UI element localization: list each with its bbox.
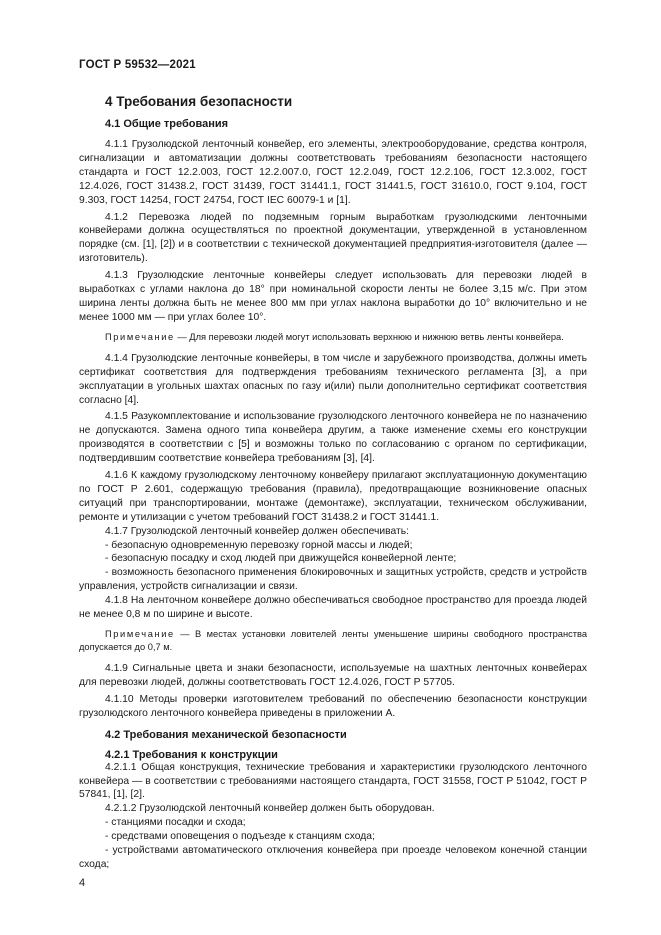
paragraph-4-1-2: 4.1.2 Перевозка людей по подземным горным выработкам грузолюдскими ленточными конвейерами должна осуществляться по проектной документации, утвержденной в установленном порядке (см. [1], [2]) и в соответствии с технической документацией предприятия-изготовителя (далее — изготовитель). (79, 211, 587, 265)
paragraph-4-1-3: 4.1.3 Грузолюдские ленточные конвейеры следует использовать для перевозки людей в выработках с углами наклона до 18° при номинальной скорости ленты не более 3,15 м/с. При этом ширина ленты должна быть не менее 800 мм при углах наклона выработки до 10° включительно и не менее 1000 мм — при углах более 10°. (79, 270, 587, 323)
note-label: Примечание (105, 331, 175, 342)
list-item: - возможность безопасного применения блокировочных и защитных устройств, средств и устройств управления, устройств сигнализации и связи. (79, 567, 587, 593)
list-item: - устройствами автоматического отключения конвейера при проезде человеком конечной станции схода; (79, 845, 587, 870)
note-label: Примечание (105, 629, 175, 639)
subsection-title-4-2-1: 4.2.1 Требования к конструкции (105, 748, 278, 761)
list-item: - средствами оповещения о подъезде к станциям схода; (105, 831, 375, 843)
note-2 (79, 628, 587, 654)
list-item: - безопасную одновременную перевозку горной массы и людей; (105, 539, 413, 551)
section-title: 4 Требования безопасности (105, 94, 293, 109)
document-body (79, 94, 587, 872)
paragraph-4-1-1: 4.1.1 Грузолюдской ленточный конвейер, его элементы, электрооборудование, средства контроля, сигнализации и автоматизации должны соответствовать требованиям безопасности настоящего стандарта и ГОСТ 12.2.003, ГОСТ 12.2.007.0, ГОСТ 12.2.049, ГОСТ 12.2.106, ГОСТ 12.3.002, ГОСТ 12.4.026, ГОСТ 31438.2, ГОСТ 31439, ГОСТ 31441.1, ГОСТ 31441.5, ГОСТ 31610.0, ГОСТ 9.104, ГОСТ 9.303, ГОСТ 14254, ГОСТ 24754, ГОСТ IEC 60079-1 и [1]. (79, 139, 587, 206)
paragraph-4-1-5: 4.1.5 Разукомплектование и использование грузолюдского ленточного конвейера не по назначению не допускаются. Замена одного типа конвейера другим, а также изменение схемы его конструкции производятся в соответствии с [5] и возможны только по согласованию с органом по сертификации, подтвердившим соответствие конвейера требованиям [3], [4]. (79, 411, 587, 465)
list-item: - станциями посадки и схода; (105, 817, 246, 829)
paragraph-4-1-4: 4.1.4 Грузолюдские ленточные конвейеры, в том числе и зарубежного производства, должны иметь сертификат соответствия для подтверждения требованиям технического регламента [3], а при эксплуатации в угольных шахтах опасных по газу и(или) пыли дополнительно сертификат соответствия согласно [4]. (79, 352, 587, 406)
paragraph-4-1-8: 4.1.8 На ленточном конвейере должно обеспечиваться свободное пространство для проезда людей не менее 0,8 м по ширине и высоте. (79, 595, 587, 621)
paragraph-4-1-9: 4.1.9 Сигнальные цвета и знаки безопасности, используемые на шахтных ленточных конвейерах для перевозки людей, должны соответствовать ГОСТ 12.4.026, ГОСТ Р 57705. (79, 663, 587, 688)
paragraph-4-2-1-2: 4.2.1.2 Грузолюдской ленточный конвейер должен быть оборудован. (105, 803, 435, 815)
note-text: — Для перевозки людей могут использовать верхнюю и нижнюю ветвь ленты конвейера. (174, 331, 564, 342)
paragraph-4-1-10: 4.1.10 Методы проверки изготовителем требований по обеспечению безопасности конструкции грузолюдского ленточного конвейера приведены в приложении А. (79, 693, 587, 719)
note-text: — В местах установки ловителей ленты уменьшение ширины свободного пространства допускается до 0,7 м. (79, 629, 587, 652)
subsection-title-4-1: 4.1 Общие требования (105, 118, 229, 130)
paragraph-4-1-7: 4.1.7 Грузолюдской ленточный конвейер должен обеспечивать: (105, 525, 409, 537)
subsection-title-4-2: 4.2 Требования механической безопасности (105, 728, 347, 741)
list-item: - безопасную посадку и сход людей при движущейся конвейерной ленте; (105, 553, 457, 565)
paragraph-4-1-6: 4.1.6 К каждому грузолюдскому ленточному конвейеру прилагают эксплуатационную документацию по ГОСТ Р 2.601, содержащую требования (правила), предотвращающие возникновение опасных ситуаций при транспортировании, монтаже (демонтаже), эксплуатации, техническом обслуживании, ремонте и утилизации с учетом требований ГОСТ 31438.2 и ГОСТ 31441.1. (79, 470, 587, 523)
paragraph-4-2-1-1: 4.2.1.1 Общая конструкция, технические требования и характеристики грузолюдского ленточного конвейера — в соответствии с требованиями настоящего стандарта, ГОСТ 31558, ГОСТ Р 51042, ГОСТ Р 57841, [1], [2]. (79, 761, 587, 801)
page-number: 4 (79, 877, 86, 889)
note-1 (79, 331, 587, 344)
document-header: ГОСТ Р 59532—2021 (79, 59, 196, 71)
